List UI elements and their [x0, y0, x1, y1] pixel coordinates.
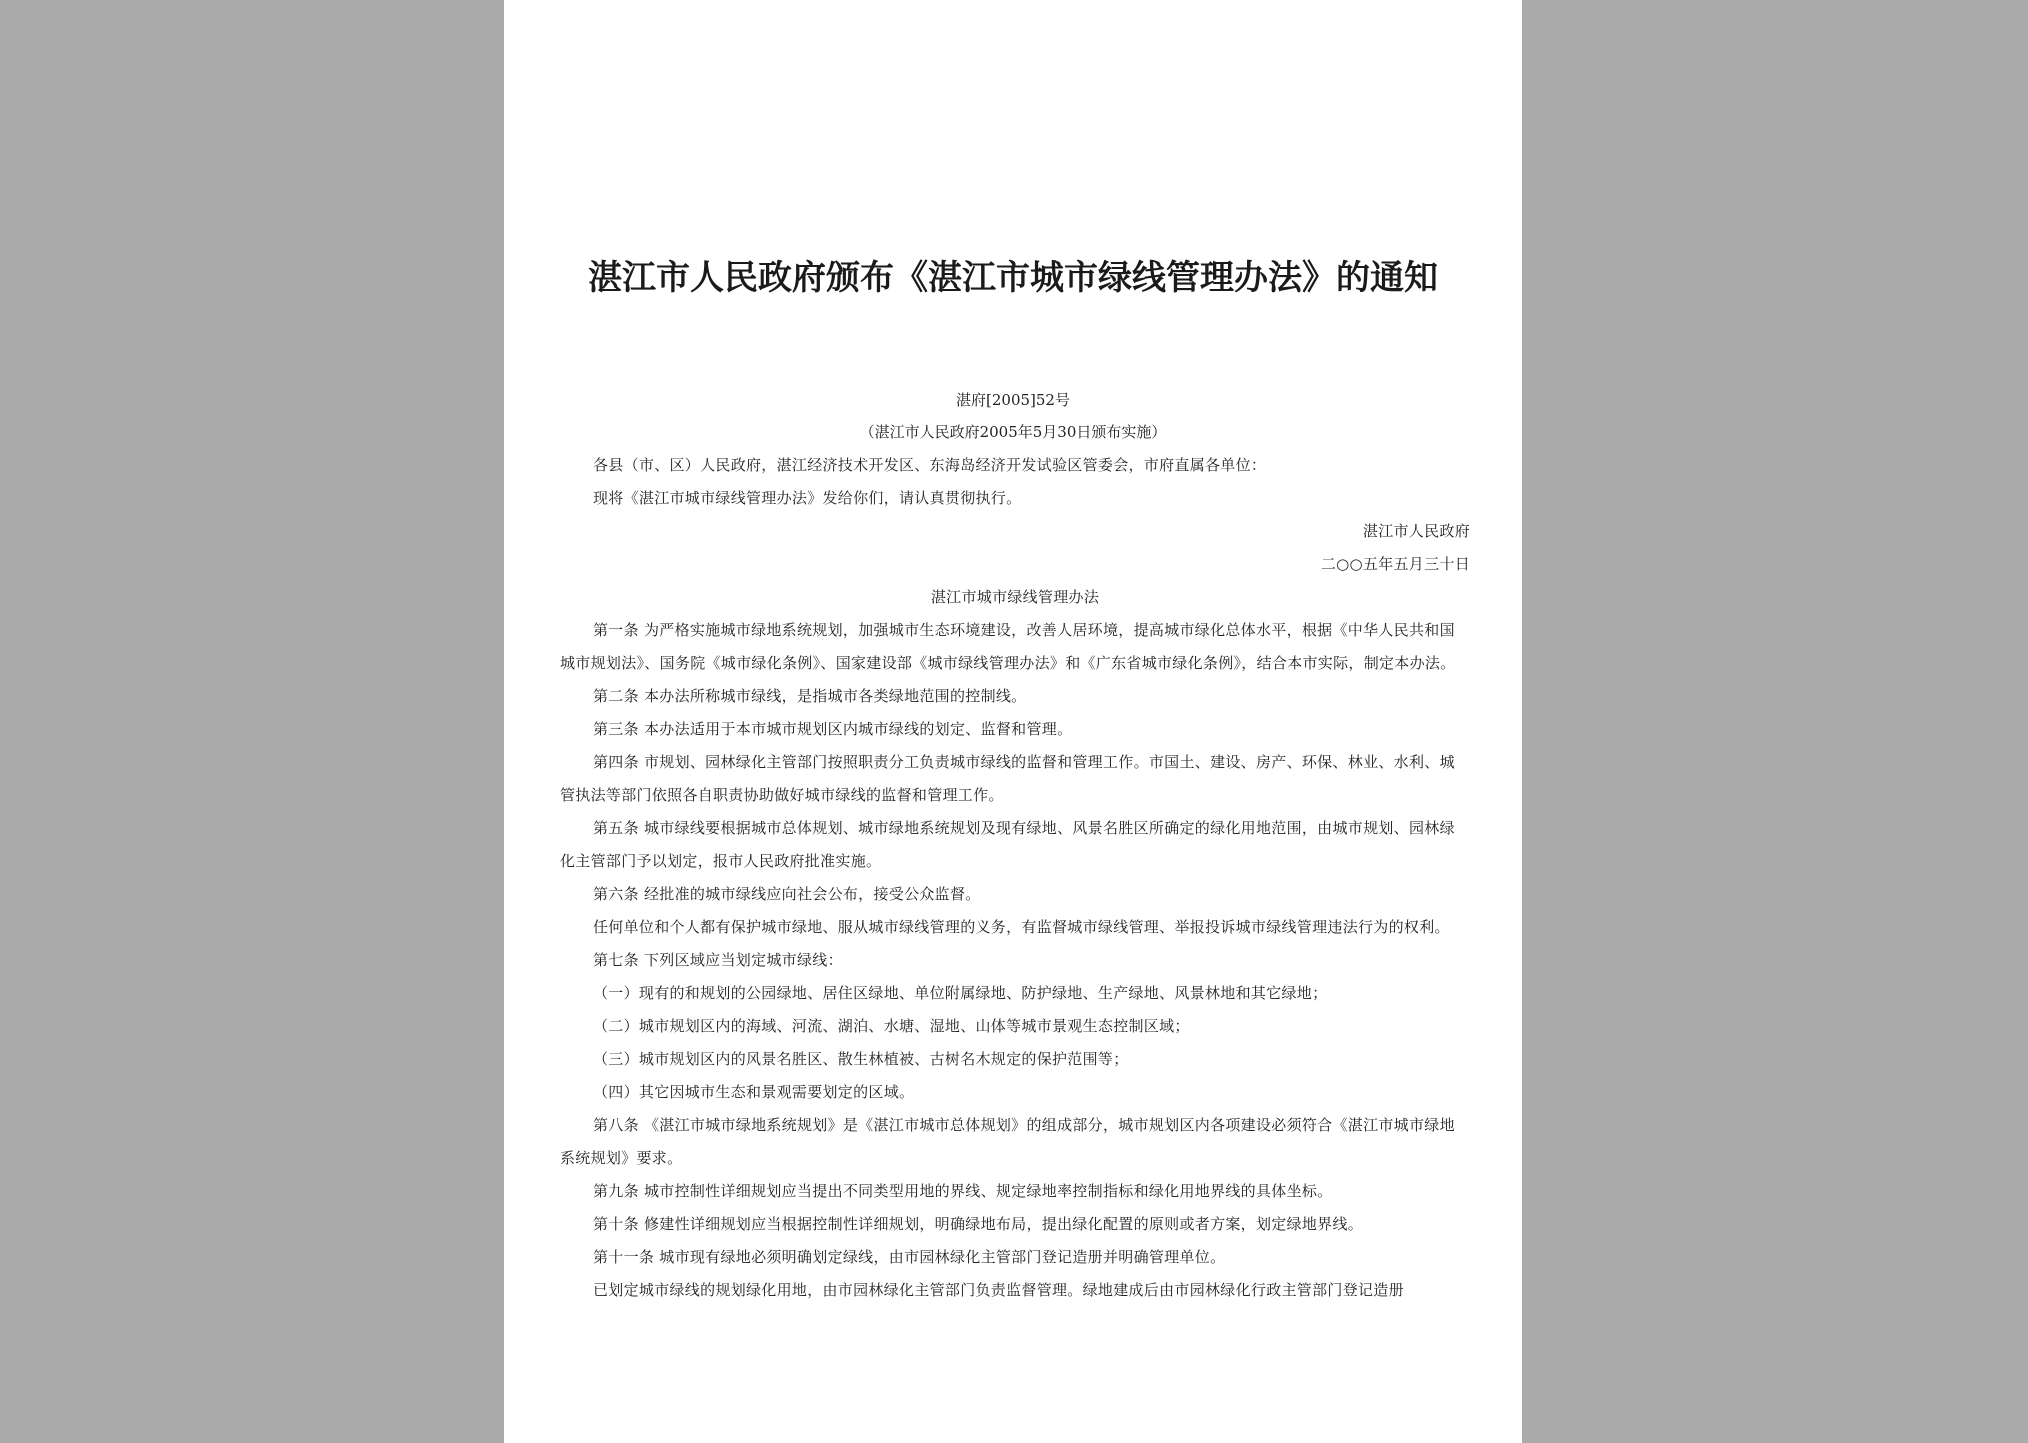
article-paragraph: （一）现有的和规划的公园绿地、居住区绿地、单位附属绿地、防护绿地、生产绿地、风景林地和其它绿地； — [593, 984, 1328, 1002]
document-number: 湛府[2005]52号 — [956, 391, 1070, 409]
issuer-signature: 湛江市人民政府 — [1362, 522, 1470, 540]
article-paragraph: 第七条 下列区域应当划定城市绿线： — [593, 951, 843, 969]
instruction-line: 现将《湛江市城市绿线管理办法》发给你们，请认真贯彻执行。 — [593, 489, 1022, 507]
article-paragraph: 已划定城市绿线的规划绿化用地，由市园林绿化主管部门负责监督管理。绿地建成后由市园林绿化行政主管部门登记造册 — [593, 1281, 1404, 1299]
article-paragraph: （四）其它因城市生态和景观需要划定的区域。 — [593, 1083, 915, 1101]
article-paragraph: 第六条 经批准的城市绿线应向社会公布，接受公众监督。 — [593, 885, 981, 903]
article-paragraph: 第五条 城市绿线要根据城市总体规划、城市绿地系统规划及现有绿地、风景名胜区所确定的绿化用地范围，由城市规划、园林绿化主管部门予以划定，报市人民政府批准实施。 — [560, 819, 1455, 870]
article-paragraph: （三）城市规划区内的风景名胜区、散生林植被、古树名木规定的保护范围等； — [593, 1050, 1129, 1068]
document-body — [560, 449, 1470, 1307]
document-page — [504, 0, 1522, 1443]
article-paragraph: 第一条 为严格实施城市绿地系统规划，加强城市生态环境建设，改善人居环境，提高城市绿化总体水平，根据《中华人民共和国城市规划法》、国务院《城市绿化条例》、国家建设部《城市绿线管理办法》和《广东省城市绿化条例》，结合本市实际，制定本办法。 — [560, 621, 1456, 672]
article-paragraph: 第九条 城市控制性详细规划应当提出不同类型用地的界线、规定绿地率控制指标和绿化用地界线的具体坐标。 — [593, 1182, 1333, 1200]
recipients-line: 各县（市、区）人民政府，湛江经济技术开发区、东海岛经济开发试验区管委会，市府直属各单位： — [593, 456, 1267, 474]
article-paragraph: 第三条 本办法适用于本市城市规划区内城市绿线的划定、监督和管理。 — [593, 720, 1073, 738]
article-paragraph: 第十条 修建性详细规划应当根据控制性详细规划，明确绿地布局，提出绿化配置的原则或者方案，划定绿地界线。 — [593, 1215, 1364, 1233]
issue-date: 二○○五年五月三十日 — [1320, 555, 1470, 573]
document-title: 湛江市人民政府颁布《湛江市城市绿线管理办法》的通知 — [588, 258, 1438, 298]
article-paragraph: （二）城市规划区内的海域、河流、湖泊、水塘、湿地、山体等城市景观生态控制区域； — [593, 1017, 1190, 1035]
article-paragraph: 第二条 本办法所称城市绿线，是指城市各类绿地范围的控制线。 — [593, 687, 1027, 705]
article-paragraph: 第四条 市规划、园林绿化主管部门按照职责分工负责城市绿线的监督和管理工作。市国土、建设、房产、环保、林业、水利、城管执法等部门依照各自职责协助做好城市绿线的监督和管理工作。 — [560, 753, 1455, 804]
article-paragraph: 第十一条 城市现有绿地必须明确划定绿线，由市园林绿化主管部门登记造册并明确管理单位。 — [593, 1248, 1226, 1266]
article-paragraph: 第八条 《湛江市城市绿地系统规划》是《湛江市城市总体规划》的组成部分，城市规划区内各项建设必须符合《湛江市城市绿地系统规划》要求。 — [560, 1116, 1455, 1167]
measures-title: 湛江市城市绿线管理办法 — [930, 588, 1100, 606]
article-paragraph: 任何单位和个人都有保护城市绿地、服从城市绿线管理的义务，有监督城市绿线管理、举报投诉城市绿线管理违法行为的权利。 — [593, 918, 1450, 936]
issued-note: （湛江市人民政府2005年5月30日颁布实施） — [859, 423, 1167, 441]
